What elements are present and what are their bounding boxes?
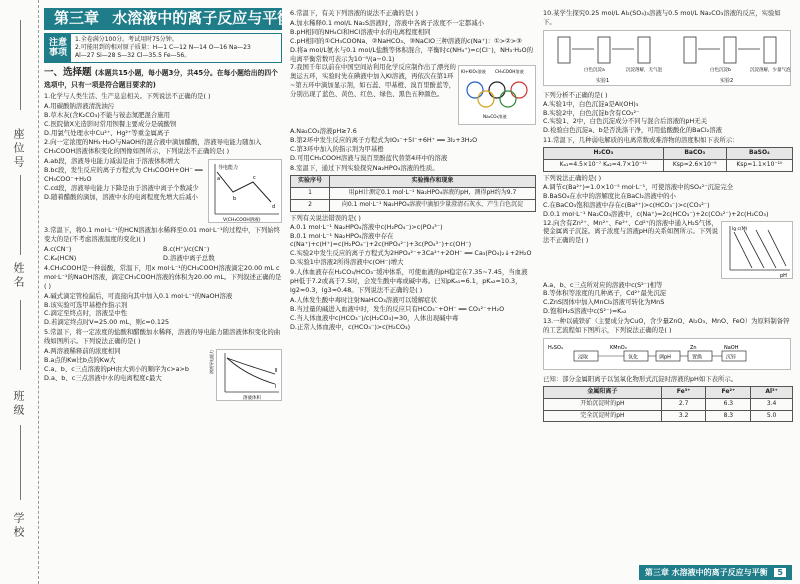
experiment-figure [543, 30, 791, 86]
option: D.溶液中离子总数 [163, 253, 215, 262]
option: D.饱和H₂S溶液中c(S²⁻)≈Kₐ₂ [543, 307, 627, 316]
option: C.a、b、c三点溶液的pH由大到小的顺序为c>a>b [44, 364, 189, 373]
table-cell: 5.0 [751, 410, 793, 422]
exp-item: 沉淀溶解，少量气泡 [750, 67, 791, 73]
conductivity-graph [208, 159, 282, 223]
question-2: 2.向一定浓度的NH₃·H₂O与NaOH的混合液中滴加醋酸，溶液导电能力随加入CH₃COOH溶液体积变化的图像如图所示，下列说法不正确的是( ) [44, 138, 262, 156]
option: A.用碳酸钠溶液清洗油污 [44, 101, 115, 110]
option: A.Na₂CO₃溶液pH≥7.6 [290, 127, 357, 136]
flow-step: 浸取 [578, 354, 589, 361]
flow-step: 沉锌 [726, 354, 737, 361]
option: B.pH相同的NH₄Cl和HCl溶液中水的电离程度相同 [290, 27, 431, 36]
option: D.检验白色沉淀a、b是否洗涤干净，可用盐酸酸化的BaCl₂溶液 [543, 126, 723, 135]
test-tube [684, 37, 696, 63]
option: D.可用CH₃COOH溶液与溴百里酚蓝代替第4环中的溶液 [290, 154, 448, 163]
option: B.c(H⁺)/c(CN⁻) [163, 245, 210, 254]
section-note: (本题共15小题，每小题3分，共45分。在每小题给出的四个选项中，只有一项是符合题目要求的) [44, 68, 278, 89]
option: A.加水稀释0.1 mol/L Na₂S溶液时，溶液中各离子浓度不一定都减小 [290, 18, 485, 27]
question-8: 8.室温下，通过下列实验探究Na₂HPO₄溶液的性质。 [290, 164, 439, 173]
exp-2-label: 实验2 [720, 77, 734, 84]
notice-line: 2.可能用到的相对原子质量：H—1 C—12 N—14 O—16 Na—23 [75, 43, 251, 51]
table-row [291, 199, 536, 211]
option: C.实验2中发生反应的离子方程式为2HPO₄²⁻+3Ca²⁺+2OH⁻ ══ Ca₃(PO₄)₂↓+2H₂O [290, 249, 532, 258]
flow-step: H₂SO₄ [548, 344, 563, 351]
footer-chapter: 第三章 [644, 568, 669, 577]
question-6: 6.常温下，有关下列溶液的说法不正确的是( ) [290, 9, 419, 17]
option: D.0.1 mol·L⁻¹ Na₂CO₃溶液中，c(Na⁺)=2c(HCO₃⁻)+2c(CO₃²⁻)+2c(H₂CO₃) [543, 209, 769, 218]
graph3-x-label: pH [780, 272, 787, 279]
point-d: d [272, 204, 276, 211]
option: C.实验1、2中，白色沉淀成分不同与混合后溶液的pH无关 [543, 117, 708, 126]
option: C.pH相同的①CH₃COONa、②NaHCO₃、③NaClO三种溶液的c(Na⁺)：①>②>③ [290, 36, 522, 45]
page-number: 5 [774, 568, 786, 577]
option: B.bc段，发生反应的离子方程式为 CH₃COOH+OH⁻ ══ CH₃COO⁻+H₂O [44, 166, 203, 184]
chapter-number: 第三章 [54, 9, 100, 27]
curve-label-1: Ⅰ [275, 384, 277, 391]
option: A.调节c(Ba²⁺)=1.0×10⁻⁵ mol·L⁻¹，可使溶液中的SO₄²⁻沉淀完全 [543, 182, 734, 191]
option: C.滴定至终点时，溶液呈中性 [44, 309, 128, 318]
option: C.第3环中加入的指示剂为甲基橙 [290, 145, 384, 154]
table-header-row [291, 175, 536, 187]
option: A.c(CN⁻) [44, 245, 72, 254]
option: D.正常人体血液中，c(HCO₃⁻)>c(H₂CO₃) [290, 322, 411, 331]
margin-line [20, 175, 21, 255]
section-heading: 一、选择题 [44, 66, 92, 78]
table-cell: 向0.1 mol·L⁻¹ Na₂HPO₄溶液中滴加少量澄清石灰水，产生白色沉淀 [330, 199, 536, 211]
table-cell: Kₐ₁=4.5×10⁻⁷ Kₐ₂=4.7×10⁻¹¹ [544, 160, 664, 172]
ph-table [543, 386, 793, 423]
exp-item: 白色沉淀b [710, 67, 731, 73]
exp-1-label: 实验1 [596, 77, 610, 84]
margin-line [20, 20, 21, 110]
table-cell: Ksp=2.6×10⁻⁹ [663, 160, 726, 172]
line-2 [744, 230, 764, 268]
flow-step: NaOH [724, 344, 739, 351]
question-12-body [543, 219, 793, 281]
option: D.若滴定终点时V=25.00 mL，则c=0.125 [44, 318, 170, 327]
table-header: BaSO₄ [726, 148, 792, 160]
page-footer [639, 565, 792, 580]
point-b: b [233, 196, 237, 203]
table-header: 实验序号 [291, 175, 330, 187]
question-12: 12.向含有Zn²⁺、Mn²⁺、Fe²⁺、Cd²⁺的溶液中通入H₂S气体，使金属离子沉淀。离子浓度与溶液pH的关系如图所示。下列说法不正确的是( ) [543, 218, 719, 245]
section-title [44, 67, 282, 91]
table-header: H₂CO₃ [544, 148, 664, 160]
question-13: 13.一种以硫铁矿（主要成分为CuO，含少量ZnO、Al₂O₃、MnO、FeO）为原料制备锌的工艺流程如下图所示，下列说法正确的是( ) [543, 317, 790, 335]
table-header: 金属阳离子 [544, 386, 662, 398]
option: B.a点的Kw比b点的Kw大 [44, 355, 116, 364]
question-5-body [44, 347, 282, 403]
option: C.ZnS固体中加入MnCl₂溶液可转化为MnS [543, 298, 665, 307]
flow-step: 调pH [659, 354, 671, 361]
curve-2 [227, 358, 278, 375]
fig-label-na2co3: Na₂CO₃溶液 [483, 114, 507, 120]
margin-line [20, 425, 21, 500]
table-cell: 8.3 [706, 410, 751, 422]
line-1 [734, 232, 752, 268]
line-4 [768, 230, 786, 266]
flow-step: Zn [690, 344, 697, 351]
table-cell: 2 [291, 199, 330, 211]
table-cell: 3.2 [661, 410, 706, 422]
option: B.等体积等浓度的几种离子，Cd²⁺最先沉淀 [543, 289, 667, 298]
graph3-y-label: lg c(M) [732, 226, 748, 232]
line-3 [756, 230, 776, 268]
option: B.草木灰(含K₂CO₃)不能与铵态氮肥混合施用 [44, 110, 171, 119]
option: A.a、b、c三点所对应的溶液中c(S²⁻)相等 [543, 280, 663, 289]
table-cell: 2.7 [661, 398, 706, 410]
table-row [291, 187, 536, 199]
option: A.人体发生酸中毒时注射NaHCO₃溶液可以缓解症状 [290, 295, 437, 304]
name-label: 姓名 [12, 262, 25, 290]
question-1: 1.化学与人类生活、生产息息相关。下列说法不正确的是( ) [44, 91, 211, 100]
question-11-prompt: 下列说法正确的是( ) [543, 173, 602, 182]
table-header: Fe²⁺ [706, 386, 751, 398]
option: B.当过量的碱进入血液中时，发生的反应只有HCO₃⁻+OH⁻ ══ CO₃²⁻+H₂O [290, 304, 505, 313]
flow-step: 置换 [692, 354, 703, 361]
option: C.Kₐ(HCN) [44, 253, 77, 262]
question-8-prompt: 下列有关说法错误的是( ) [290, 213, 361, 222]
option: D.随着醋酸的滴加，溶液中水的电离程度先增大后减小 [44, 192, 198, 201]
table-header: BaCO₃ [663, 148, 726, 160]
option: A.实验1中，白色沉淀a是Al(OH)₃ [543, 99, 639, 108]
table-row [544, 410, 793, 422]
option: A.ab段，溶液导电能力减弱是由于溶液体积增大 [44, 157, 180, 166]
option: A.两溶液稀释前的浓度相同 [44, 347, 121, 356]
table-cell: 用pH计测定0.1 mol·L⁻¹ Na₂HPO₄溶液的pH，测得pH约为9.7 [330, 187, 536, 199]
process-flow [543, 338, 791, 370]
table-row [544, 160, 793, 172]
question-5-options [44, 347, 216, 403]
flow-step: 氧化 [628, 354, 639, 361]
ring-5 [500, 91, 516, 107]
chapter-title: 水溶液中的离子反应与平衡 [112, 9, 293, 27]
question-3: 3.常温下，将0.1 mol·L⁻¹的HCN溶液加水稀释至0.01 mol·L⁻¹的过程中，下列始终变大的是(不考虑溶液温度的变化)( ) [44, 226, 281, 244]
option: D.实验1中溶液2所得溶液中c(OH⁻)增大 [290, 258, 404, 267]
fig-label-ki: KI+KIO₃溶液 [461, 69, 486, 75]
option: A.碱式滴定管检漏后，可直接向其中加入0.1 mol·L⁻¹的NaOH溶液 [44, 291, 233, 300]
table-header: 实验操作和现象 [330, 175, 536, 187]
flow-step: KMnO₄ [610, 344, 627, 351]
table-cell: 1 [291, 187, 330, 199]
table-row [544, 398, 793, 410]
exp-item: 白色沉淀a [584, 67, 605, 73]
graph2-y-label: 溶液导电能力 [209, 350, 214, 375]
option: C.当人体血液中c(HCO₃⁻)/c(H₂CO₃)=30，人体出现碱中毒 [290, 313, 459, 322]
option: D.将a mol/L氨水与0.1 mol/L盐酸等体积混合，平衡时c(NH₄⁺)=c(Cl⁻)，NH₃·H₂O的电离平衡常数可表示为10⁻⁸/(a−0.1) [290, 45, 534, 63]
question-9: 9.人体血液存在H₂CO₃/HCO₃⁻缓冲体系，可使血液的pH稳定在7.35~7.45，当血液pH低于7.2或高于7.5时，会发生酸中毒或碱中毒。已知pKₐ₁=6.1，pKₐ₂=10.3，lg2≈0.3，lg3≈0.48。下列说法不正确的是( ) [290, 268, 528, 294]
notice-line: Al—27 Si—28 S—32 Cl—35.5 Fe—56。 [75, 51, 191, 59]
experiment-table [290, 175, 536, 212]
table-header-row [544, 148, 793, 160]
question-5: 5.常温下，将一定浓度的盐酸和醋酸加水稀释，溶液的导电能力随溶液体积变化的曲线如图所示。下列说法正确的是( ) [44, 328, 281, 346]
footer-title: 水溶液中的离子反应与平衡 [671, 568, 768, 577]
exp-item: 沉淀溶解，无气泡 [626, 67, 662, 73]
question-2-body [44, 157, 282, 225]
ring-2 [489, 82, 505, 98]
curve-label-2: Ⅱ [275, 368, 278, 375]
test-tube [638, 37, 650, 63]
option: C.在BaCO₃饱和溶液中存在c(Ba²⁺)>c(HCO₃⁻)>c(CO₃²⁻) [543, 200, 710, 209]
option: D.a、b、c三点溶液中水的电离程度c最大 [44, 373, 162, 382]
precipitation-graph [721, 221, 793, 279]
graph-y-label: 导电能力 [218, 165, 239, 172]
option: D.用氯气处理水中Cu²⁺、Hg²⁺等重金属离子 [44, 128, 170, 137]
ring-3 [511, 82, 527, 98]
fig-label-acetic: CH₃COOH溶液 [495, 69, 524, 75]
test-tube [724, 37, 736, 63]
question-2-options [44, 157, 208, 225]
option: B.第2环中发生反应的离子方程式为IO₃⁻+5I⁻+6H⁺ ══ 3I₂+3H₂O [290, 136, 478, 145]
option: B.BaSO₄在水中的溶解度比在BaCl₂溶液中的小 [543, 191, 676, 200]
column-2 [290, 8, 536, 568]
graph-x-label: V(CH₃COOH溶液) [223, 218, 261, 224]
question-7: 7.我国千年以前在中国空间站利用化学反应制作出了漂亮的奥运五环，实验时先在碘液中加入KI溶液，再依次在第1环~第五环中滴加显示剂，如石蕊、甲基橙、溴百里酚蓝等，分别出现了蓝色、黄色、红色、绿色、黑色五种颜色。 [290, 63, 456, 99]
test-tube [558, 37, 570, 63]
table-cell: 3.4 [751, 398, 793, 410]
school-label: 学校 [12, 512, 25, 540]
table-cell: 完全沉淀时的pH [544, 410, 662, 422]
option: B.实验2中，白色沉淀b含有CO₃²⁻ [543, 108, 640, 117]
table-cell: 开始沉淀时的pH [544, 398, 662, 410]
graph2-x-label: 溶液体积 [243, 396, 261, 402]
table-cell: 6.3 [706, 398, 751, 410]
notice-text [71, 34, 255, 62]
table-cell: Ksp=1.1×10⁻¹⁰ [726, 160, 792, 172]
point-c: c [253, 175, 256, 182]
constants-table [543, 147, 793, 172]
table-header: Fe³⁺ [661, 386, 706, 398]
column-1 [44, 8, 293, 568]
notice-box [44, 33, 282, 63]
option: A.0.1 mol·L⁻¹ Na₂HPO₄溶液中c(H₂PO₄⁻)>c(PO₄³⁻) [290, 222, 443, 231]
question-10: 10.某学生探究0.25 mol/L Al₂(SO₄)₃溶液与0.5 mol/L Na₂CO₃溶液的反应，实验如下。 [543, 9, 781, 26]
question-3-options [44, 245, 282, 263]
seat-label: 座位号 [12, 128, 25, 170]
class-label: 班级 [12, 390, 25, 418]
notice-line: 1.全卷满分100分。考试用时75分钟。 [75, 35, 178, 43]
ring-1 [467, 82, 483, 98]
olympic-rings-figure [458, 65, 536, 125]
conductivity-curve [217, 172, 271, 202]
option: B.0.1 mol·L⁻¹ Na₂HPO₄溶液中存在c(Na⁺)+c(H⁺)=c(H₂PO₄⁻)+2c(HPO₄²⁻)+3c(PO₄³⁻)+c(OH⁻) [290, 231, 472, 249]
dilution-graph [209, 349, 282, 402]
table-header: Al³⁺ [751, 386, 793, 398]
notice-label: 注意事项 [45, 34, 71, 62]
question-11: 11.常温下，几种弱电解质的电离常数或难溶物的溶度积如下表所示： [543, 136, 739, 145]
binding-margin [0, 0, 39, 584]
option: C.cd段，溶液导电能力下降是由于溶液中离子个数减少 [44, 183, 199, 192]
curve-1 [227, 358, 278, 384]
question-13-prompt: 已知：部分金属阳离子以氢氧化物形式沉淀时溶液的pH如下表所示。 [543, 374, 738, 383]
option: C.医院做X光造影时常用钡餐主要成分是硫酸钡 [44, 119, 177, 128]
ring-4 [478, 91, 494, 107]
chapter-banner [44, 8, 293, 30]
table-header-row [544, 386, 793, 398]
column-3 [543, 8, 793, 568]
test-tube [598, 37, 610, 63]
option: B.该实验可选甲基橙作指示剂 [44, 300, 128, 309]
test-tube [764, 37, 776, 63]
question-10-prompt: 下列分析不正确的是( ) [543, 90, 608, 99]
question-4: 4.CH₃COOH是一种弱酸，常温下，用x mol·L⁻¹的CH₃COOH溶液滴定20.00 mL c mol·L⁻¹的NaOH溶液，滴定CH₃COOH溶液的体积为20.00 mL。下列叙述正确的是( ) [44, 263, 282, 290]
point-a: a [217, 176, 221, 183]
question-7-body [290, 63, 536, 127]
margin-line [20, 300, 21, 370]
